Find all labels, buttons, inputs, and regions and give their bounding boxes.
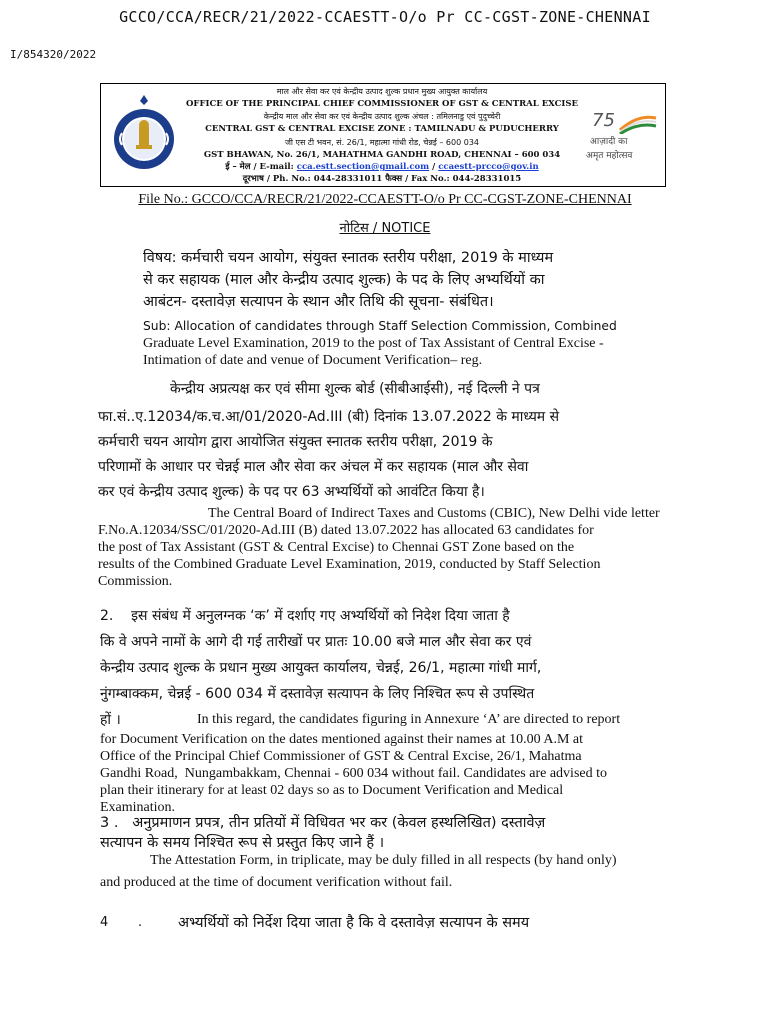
- top-reference-number: GCCO/CCA/RECR/21/2022-CCAESTT-O/o Pr CC-CGST-ZONE-CHENNAI: [119, 8, 651, 26]
- para2-english-line-1: In this regard, the candidates figuring in Annexure ‘A’ are directed to report: [197, 712, 621, 727]
- para1-english-line-3: the post of Tax Assistant (GST & Central Excise) to Chennai GST Zone based on the: [98, 540, 575, 555]
- para2-hindi-line-4: नुंगम्बाक्कम, चेन्नई - 600 034 में दस्तावेज़ सत्यापन के लिए निश्चित रूप से उपस्थित: [100, 686, 535, 702]
- tricolour-flag-icon: [618, 114, 658, 134]
- para1-english-line-1: The Central Board of Indirect Taxes and Customs (CBIC), New Delhi vide letter: [208, 506, 660, 521]
- para4-number: 4: [100, 915, 109, 930]
- para3-english-line-2: and produced at the time of document verification without fail.: [100, 875, 453, 890]
- letterhead-email-line: [186, 163, 578, 173]
- para2-hindi-line-5: हों ।: [100, 712, 121, 728]
- logo-text-line2: अमृत महोत्सव: [586, 151, 633, 161]
- para3-english-line-1: The Attestation Form, in triplicate, may be duly filled in all respects (by hand only): [150, 853, 617, 868]
- para1-hindi-line-2: फा.सं..ए.12034/क.च.आ/01/2020-Ad.III (बी) दिनांक 13.07.2022 के माध्यम से: [98, 409, 560, 425]
- para1-hindi-line-5: कर एवं केन्द्रीय उत्पाद शुल्क) के पद पर 63 अभ्यर्थियों को आवंटित किया है।: [98, 484, 485, 500]
- para2-english-line-4: Gandhi Road, Nungambakkam, Chennai - 600 034 without fail. Candidates are advised to: [100, 766, 608, 781]
- para3-hindi-line-2: सत्यापन के समय निश्चित रूप से प्रस्तुत किए जाने हैं ।: [100, 835, 385, 851]
- para2-hindi-line-1: 2. इस संबंध में अनुलग्नक ‘क’ में दर्शाए गए अभ्यर्थियों को निदेश दिया जाता है: [100, 608, 510, 624]
- logo-number: 75: [592, 110, 615, 131]
- para1-hindi-line-4: परिणामों के आधार पर चेन्नई माल और सेवा कर अंचल में कर सहायक (माल और सेवा: [98, 459, 529, 475]
- para4-dot: .: [138, 915, 143, 930]
- para2-english-line-6: Examination.: [100, 800, 176, 815]
- subject-english-line-2: Graduate Level Examination, 2019 to the post of Tax Assistant of Central Excise -: [143, 336, 604, 351]
- para1-hindi-line-3: कर्मचारी चयन आयोग द्वारा आयोजित संयुक्त स्नातक स्तरीय परीक्षा, 2019 के: [98, 434, 493, 450]
- para4-hindi-line-1: अभ्यर्थियों को निर्देश दिया जाता है कि वे दस्तावेज़ सत्यापन के समय: [178, 915, 530, 931]
- letterhead-address-english: GST BHAWAN, No. 26/1, MAHATHMA GANDHI ROAD, CHENNAI – 600 034: [203, 150, 561, 160]
- subject-english-line-1: Sub: Allocation of candidates through Staff Selection Commission, Combined: [143, 319, 617, 333]
- cbic-emblem-logo: [112, 93, 176, 173]
- letterhead-phone-line: दूरभाष / Ph. No.: 044-28331011 फैक्स / Fax No.: 044-28331015: [242, 174, 522, 184]
- para2-english-line-3: Office of the Principal Chief Commissioner of GST & Central Excise, 26/1, Mahatma: [100, 749, 582, 764]
- email-separator: /: [432, 162, 436, 172]
- letterhead-zone-english: CENTRAL GST & CENTRAL EXCISE ZONE : TAMILNADU & PUDUCHERRY: [205, 124, 559, 134]
- diary-number: I/854320/2022: [10, 48, 97, 61]
- para2-hindi-line-2: कि वे अपने नामों के आगे दी गई तारीखों पर प्रातः 10.00 बजे माल और सेवा कर एवं: [100, 634, 532, 650]
- subject-hindi-line-2: से कर सहायक (माल और केन्द्रीय उत्पाद शुल्क) के पद के लिए अभ्यर्थियों का: [143, 272, 545, 288]
- subject-english-line-3: Intimation of date and venue of Document Verification– reg.: [143, 353, 483, 368]
- para1-english-line-5: Commission.: [98, 574, 173, 589]
- para1-hindi-line-1: केन्द्रीय अप्रत्यक्ष कर एवं सीमा शुल्क बोर्ड (सीबीआईसी), नई दिल्ली ने पत्र: [170, 381, 540, 397]
- email-link-secondary[interactable]: ccaestt-prcco@gov.in: [438, 162, 539, 172]
- file-number: File No.: GCCO/CCA/RECR/21/2022-CCAESTT-O/o Pr CC-CGST-ZONE-CHENNAI: [138, 192, 632, 207]
- para3-hindi-line-1: 3 . अनुप्रमाणन प्रपत्र, तीन प्रतियों में विधिवत भर कर (केवल हस्थलिखित) दस्तावेज़: [100, 815, 546, 831]
- subject-hindi-line-1: विषय: कर्मचारी चयन आयोग, संयुक्त स्नातक स्तरीय परीक्षा, 2019 के माध्यम: [143, 250, 554, 266]
- para2-english-line-5: plan their itinerary for at least 02 days so as to Document Verification and Medical: [100, 783, 564, 798]
- para2-hindi-line-3: केन्द्रीय उत्पाद शुल्क के प्रधान मुख्य आयुक्त कार्यालय, चेन्नई, 26/1, महात्मा गांधी मार्ग,: [100, 660, 542, 676]
- para2-english-line-2: for Document Verification on the dates mentioned against their names at 10.00 A.M at: [100, 732, 584, 747]
- azadi-ka-amrit-mahotsav-logo: [586, 110, 662, 174]
- email-link-primary[interactable]: cca.estt.section@gmail.com: [296, 162, 430, 172]
- email-label: ई – मेल / E-mail:: [225, 162, 294, 172]
- para1-english-line-4: results of the Combined Graduate Level Examination, 2019, conducted by Staff Selection: [98, 557, 601, 572]
- logo-text-line1: आज़ादी का: [590, 137, 628, 147]
- letterhead-address-hindi: जी एस टी भवन, सं. 26/1, महात्मा गांधी रोड, चेन्नई – 600 034: [284, 138, 480, 147]
- letterhead-office-english: OFFICE OF THE PRINCIPAL CHIEF COMMISSIONER OF GST & CENTRAL EXCISE: [186, 99, 578, 109]
- letterhead-office-hindi: माल और सेवा कर एवं केन्द्रीय उत्पाद शुल्क प्रधान मुख्य आयुक्त कार्यालय: [276, 87, 488, 96]
- para1-english-line-2: F.No.A.12034/SSC/01/2020-Ad.III (B) dated 13.07.2022 has allocated 63 candidates for: [98, 523, 594, 538]
- letterhead-zone-hindi: केन्द्रीय माल और सेवा कर एवं केन्द्रीय उत्पाद शुल्क अंचल : तमिलनाडु एवं पुदुच्चेरी: [263, 112, 501, 121]
- notice-title: नोटिस / NOTICE: [339, 221, 431, 236]
- subject-hindi-line-3: आबंटन- दस्तावेज़ सत्यापन के स्थान और तिथि की सूचना- संबंधित।: [143, 294, 494, 310]
